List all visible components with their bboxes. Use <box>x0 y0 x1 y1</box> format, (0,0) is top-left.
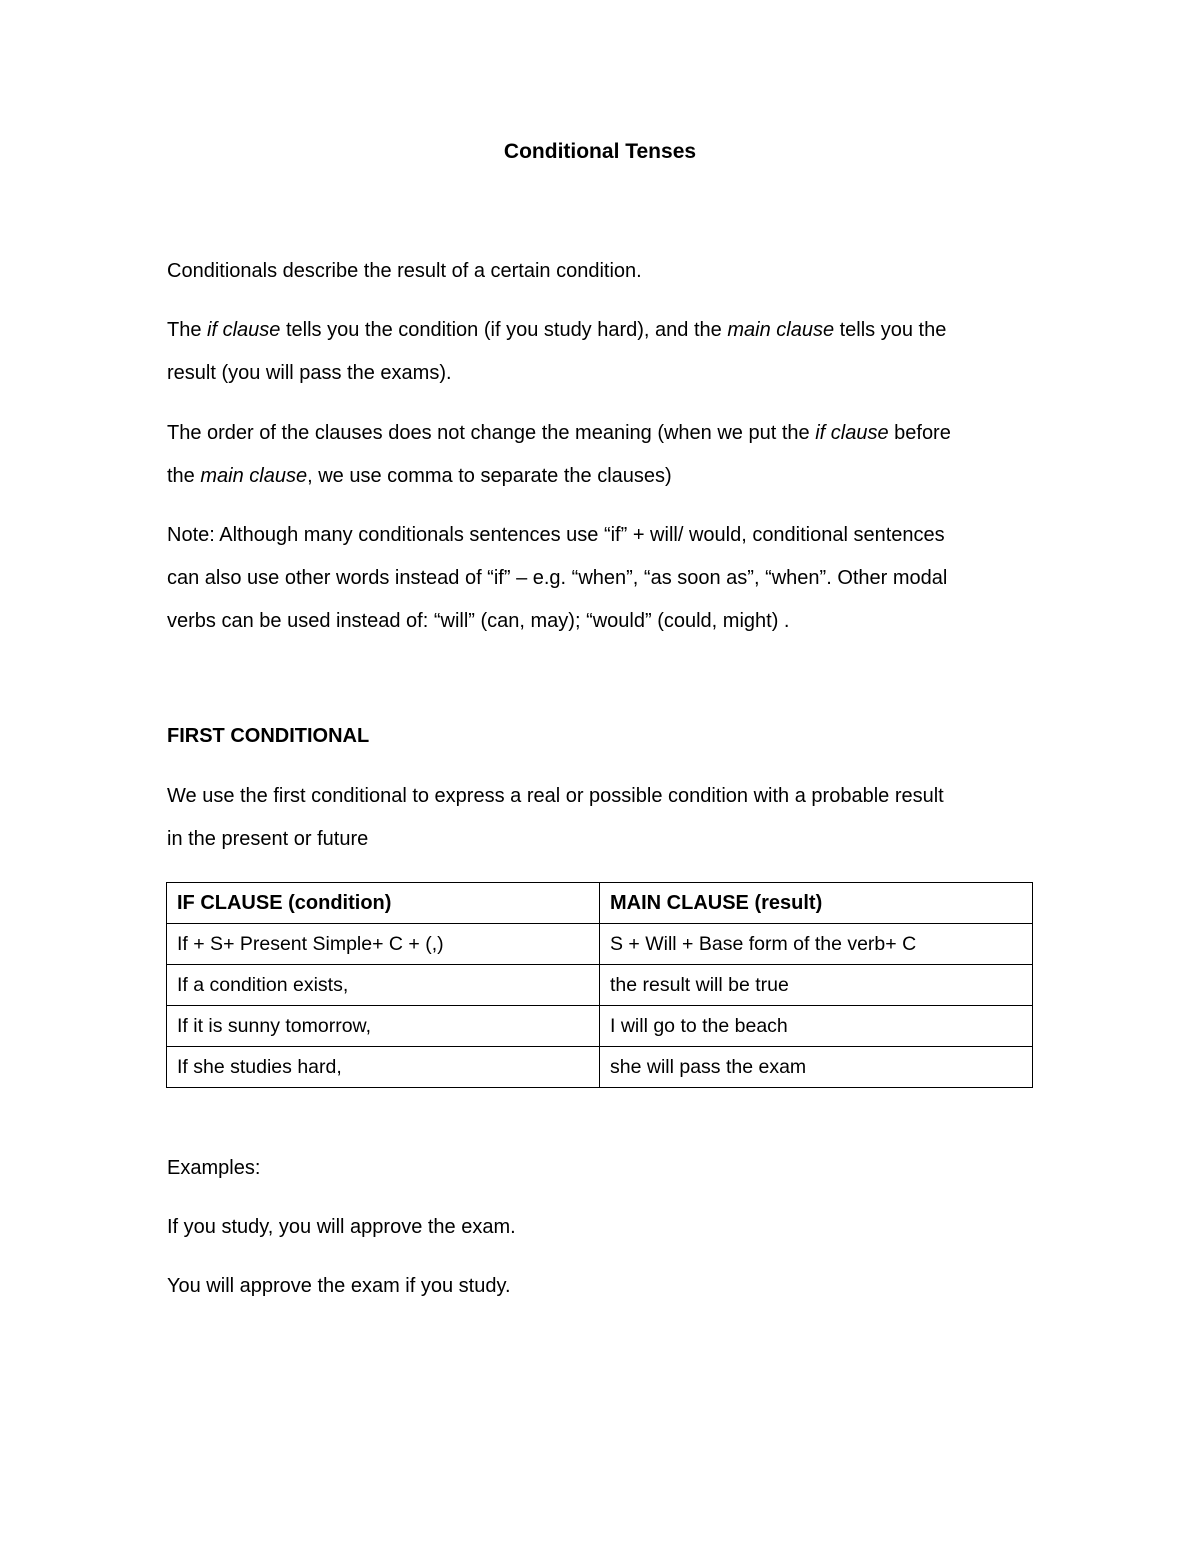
table-cell: S + Will + Base form of the verb+ C <box>600 924 1033 965</box>
table-cell: I will go to the beach <box>600 1006 1033 1047</box>
table-header-row <box>167 883 1033 924</box>
intro-paragraph <box>167 250 1035 293</box>
example-text: You will approve the exam if you study. <box>167 1275 511 1297</box>
table-row <box>167 1047 1033 1088</box>
note-line-3: verbs can be used instead of: “will” (can, may); “would” (could, might) . <box>167 610 790 632</box>
description-line-1: We use the first conditional to express a real or possible condition with a probable result <box>167 785 944 807</box>
table-cell: she will pass the exam <box>600 1047 1033 1088</box>
table-cell: If + S+ Present Simple+ C + (,) <box>167 924 600 965</box>
intro-text: Conditionals describe the result of a certain condition. <box>167 260 642 282</box>
text-fragment: before <box>888 422 951 444</box>
table-cell: If it is sunny tomorrow, <box>167 1006 600 1047</box>
text-fragment: The <box>167 319 208 341</box>
example-1 <box>167 1206 1035 1249</box>
description-line-2: in the present or future <box>167 828 369 850</box>
clauses-line-1 <box>167 309 1035 352</box>
clauses-line-2: result (you will pass the exams). <box>167 362 452 384</box>
table-row <box>167 924 1033 965</box>
examples-label <box>167 1147 1035 1190</box>
main-clause-term: main clause <box>200 465 308 487</box>
table-cell: the result will be true <box>600 965 1033 1006</box>
example-2 <box>167 1265 1035 1308</box>
note-line-1: Note: Although many conditionals sentences use “if” + will/ would, conditional sentences <box>167 524 945 546</box>
text-fragment: tells you the condition (if you study hard), and the <box>280 319 728 341</box>
table-row <box>167 1006 1033 1047</box>
if-clause-term: if clause <box>815 422 889 444</box>
order-line-1 <box>167 412 1035 455</box>
table-header-cell: IF CLAUSE (condition) <box>167 883 600 924</box>
order-line-2 <box>167 455 1035 498</box>
note-paragraph <box>167 514 1035 643</box>
note-line-2: can also use other words instead of “if” – e.g. “when”, “as soon as”, “when”. Other modal <box>167 567 948 589</box>
order-paragraph <box>167 412 1035 498</box>
main-clause-term: main clause <box>727 319 835 341</box>
table-cell: If a condition exists, <box>167 965 600 1006</box>
if-clause-term: if clause <box>207 319 281 341</box>
table-row <box>167 965 1033 1006</box>
first-conditional-table <box>166 882 1033 1088</box>
table-header-cell: MAIN CLAUSE (result) <box>600 883 1033 924</box>
table-cell: If she studies hard, <box>167 1047 600 1088</box>
first-conditional-heading: FIRST CONDITIONAL <box>167 725 370 747</box>
document-title: Conditional Tenses <box>503 140 697 163</box>
text-fragment: the <box>167 465 201 487</box>
first-conditional-description <box>167 775 1035 861</box>
text-fragment: The order of the clauses does not change the meaning (when we put the <box>167 422 816 444</box>
text-fragment: , we use comma to separate the clauses) <box>307 465 672 487</box>
text-fragment: tells you the <box>834 319 947 341</box>
examples-label-text: Examples: <box>167 1157 261 1179</box>
clauses-paragraph <box>167 309 1035 395</box>
example-text: If you study, you will approve the exam. <box>167 1216 516 1238</box>
